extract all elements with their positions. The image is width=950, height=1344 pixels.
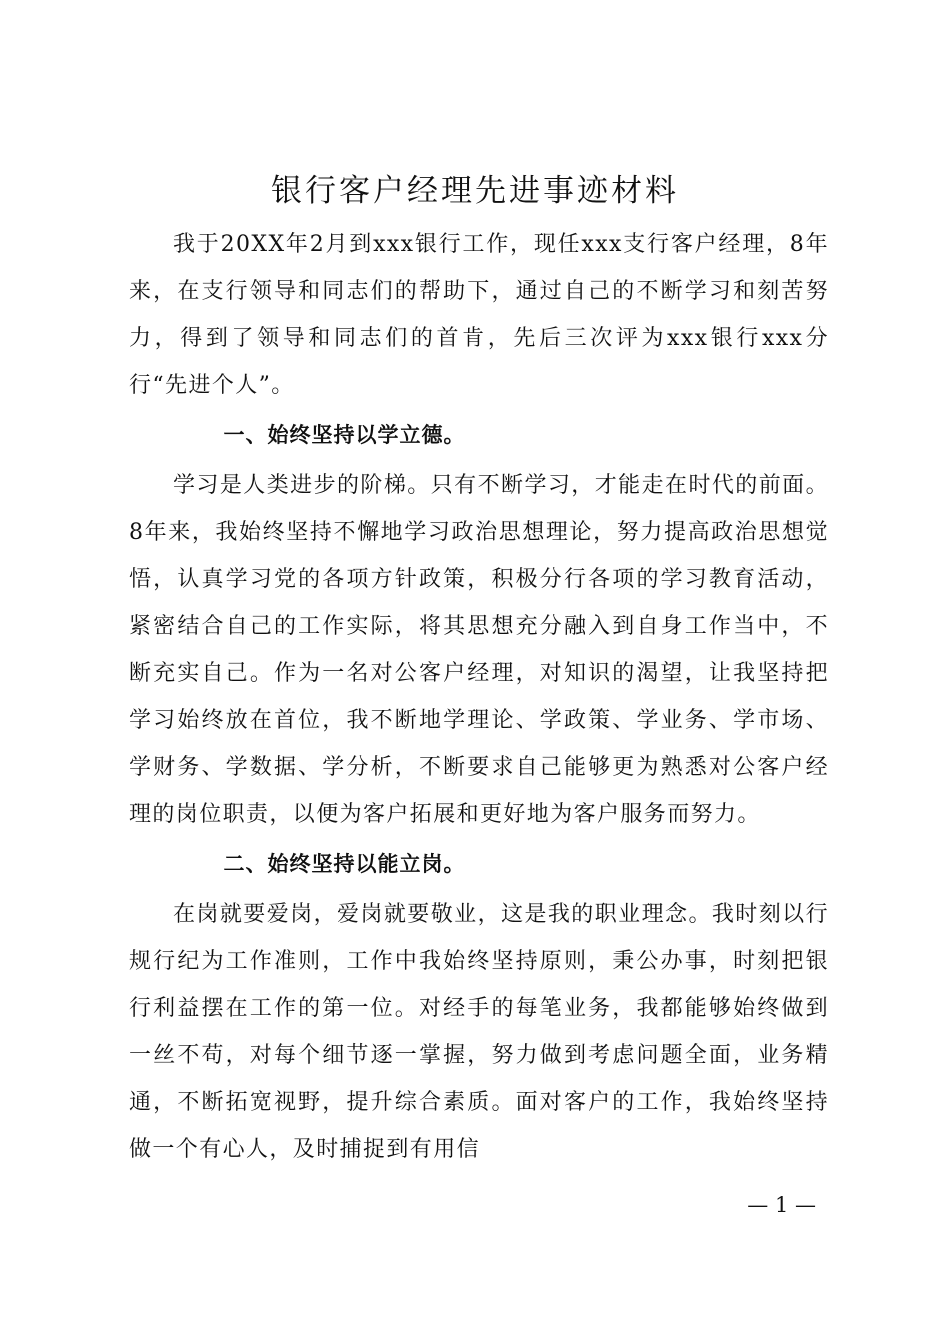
document-body [129, 221, 829, 1173]
section-2-paragraph: 在岗就要爱岗，爱岗就要敬业，这是我的职业理念。我时刻以行规行纪为工作准则，工作中我始终坚持原则，秉公办事，时刻把银行利益摆在工作的第一位。对经手的每笔业务，我都能够始终做到一丝不苟，对每个细节逐一掌握，努力做到考虑问题全面，业务精通，不断拓宽视野，提升综合素质。面对客户的工作，我始终坚持做一个有心人，及时捕捉到有用信 [129, 902, 829, 1162]
section-1-paragraph: 学习是人类进步的阶梯。只有不断学习，才能走在时代的前面。8年来，我始终坚持不懈地学习政治思想理论，努力提高政治思想觉悟，认真学习党的各项方针政策，积极分行各项的学习教育活动，紧密结合自己的工作实际，将其思想充分融入到自身工作当中，不断充实自己。作为一名对公客户经理，对知识的渴望，让我坚持把学习始终放在首位，我不断地学理论、学政策、学业务、学市场、学财务、学数据、学分析，不断要求自己能够更为熟悉对公客户经理的岗位职责，以便为客户拓展和更好地为客户服务而努力。 [129, 473, 829, 827]
page-number: — 1 — [747, 1193, 816, 1217]
document-title: 银行客户经理先进事迹材料 [271, 173, 679, 209]
section-2-heading: 二、始终坚持以能立岗。 [223, 852, 466, 876]
intro-paragraph: 我于20XX年2月到xxx银行工作，现任xxx支行客户经理，8年来，在支行领导和同志们的帮助下，通过自己的不断学习和刻苦努力，得到了领导和同志们的首肯，先后三次评为xxx银行xxx分行“先进个人”。 [129, 232, 829, 398]
section-1-heading: 一、始终坚持以学立德。 [223, 423, 466, 447]
